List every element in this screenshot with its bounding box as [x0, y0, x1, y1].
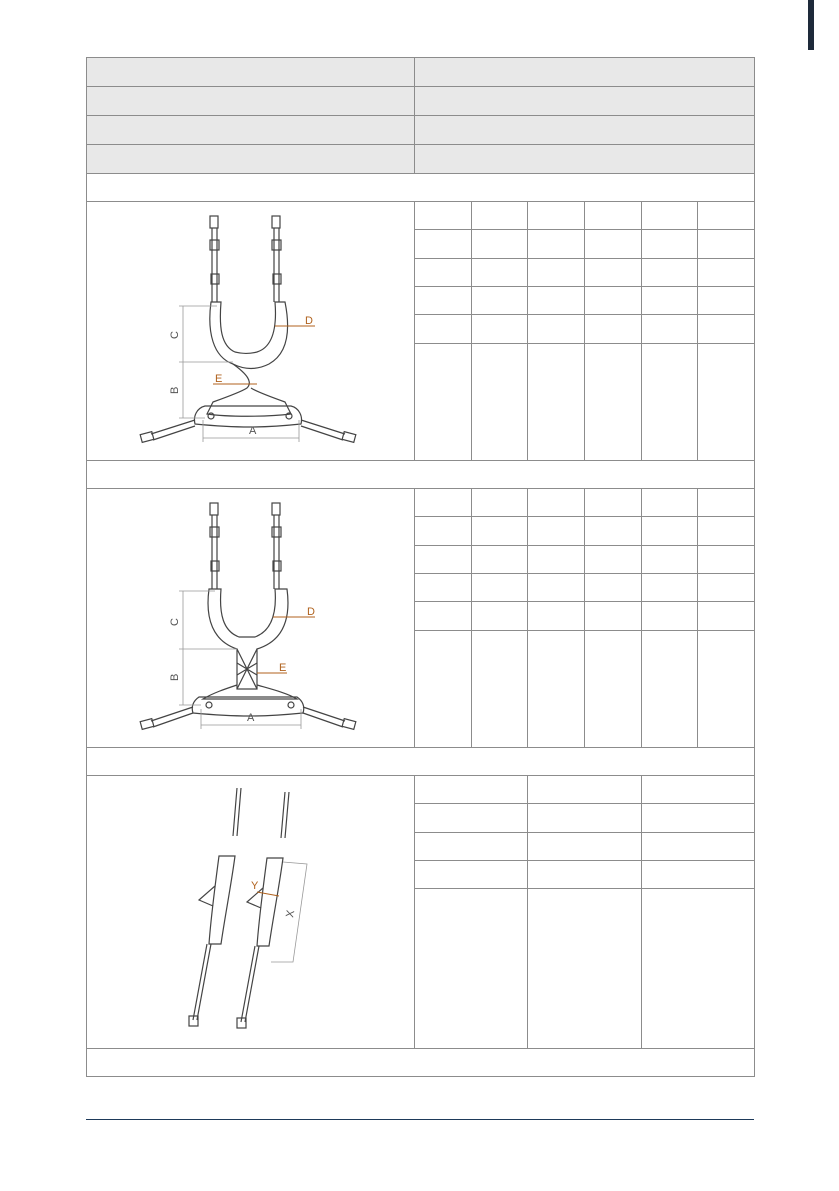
- grid-2-r2-c1: [415, 517, 472, 545]
- grid-3-r2-c1: [415, 804, 528, 832]
- grid-3-r4-c1: [415, 860, 528, 888]
- grid-2-r1-c2: [472, 489, 528, 517]
- grid-3-r3-c2: [528, 832, 642, 860]
- vest-mesh-diagram-cell: [87, 489, 415, 748]
- vest-standard-row: [87, 202, 755, 230]
- grid-2-r2-c3: [528, 517, 585, 545]
- right-side-strap: [303, 707, 345, 727]
- grid-1-r4-c2: [472, 286, 528, 314]
- header-label-3: [87, 116, 415, 145]
- header-row-1: [87, 58, 755, 87]
- left-fastener: [208, 413, 214, 419]
- grid-1-r5-c2: [472, 315, 528, 343]
- grid-2-r2-c4: [585, 517, 642, 545]
- grid-1-r5-c1: [415, 315, 472, 343]
- vest-waist: [207, 364, 291, 416]
- grid-1-r6-c5: [642, 343, 698, 460]
- grid-1-r4-c4: [585, 286, 642, 314]
- right-strap-buckle-mid: [272, 240, 281, 250]
- vest-standard-diagram: [87, 202, 415, 460]
- grid-1-r3-c3: [528, 258, 585, 286]
- grid-1-r1-c1: [415, 202, 472, 230]
- left-strap-end: [140, 719, 154, 730]
- label-a: A: [249, 425, 257, 437]
- grid-2-r6-c3: [528, 630, 585, 747]
- section-title-1: [87, 174, 755, 202]
- grid-1-r3-c4: [585, 258, 642, 286]
- grid-3-r5-c2: [528, 889, 642, 1049]
- grid-2-r5-c4: [585, 602, 642, 630]
- grid-2-r3-c2: [472, 545, 528, 573]
- header-label-2: [87, 87, 415, 116]
- grid-1-r1-c6: [698, 202, 755, 230]
- dimension-y-line: [257, 892, 279, 896]
- grid-3-r5-c3: [642, 889, 755, 1049]
- grid-2-r3-c3: [528, 545, 585, 573]
- label-b: B: [169, 673, 181, 681]
- grid-2-r1-c5: [642, 489, 698, 517]
- grid-2-r2-c6: [698, 517, 755, 545]
- grid-2-r6-c5: [642, 630, 698, 747]
- grid-1-r3-c2: [472, 258, 528, 286]
- left-side-strap: [151, 707, 193, 727]
- grid-2-r2-c5: [642, 517, 698, 545]
- grid-1-r3-c6: [698, 258, 755, 286]
- grid-1-r3-c1: [415, 258, 472, 286]
- header-value-2: [415, 87, 755, 116]
- left-shoulder-strap: [212, 228, 217, 302]
- grid-1-r5-c4: [585, 315, 642, 343]
- vest-standard-diagram-cell: [87, 202, 415, 461]
- grid-2-r5-c6: [698, 602, 755, 630]
- left-strap-buckle-top: [210, 216, 218, 228]
- grid-2-r3-c4: [585, 545, 642, 573]
- grid-1-r4-c3: [528, 286, 585, 314]
- header-row-3: [87, 116, 755, 145]
- label-c: C: [169, 331, 181, 339]
- shoulder-pads-diagram-cell: [87, 776, 415, 1049]
- grid-1-r2-c4: [585, 230, 642, 258]
- vest-upper-body: [210, 302, 288, 369]
- header-value-4: [415, 145, 755, 174]
- section-title-row-2: [87, 461, 755, 489]
- grid-1-r5-c5: [642, 315, 698, 343]
- label-d: D: [307, 606, 315, 618]
- grid-2-r3-c1: [415, 545, 472, 573]
- grid-2-r1-c4: [585, 489, 642, 517]
- left-strap-buckle-mid: [210, 240, 219, 250]
- section-title-3: [87, 748, 755, 776]
- grid-1-r5-c3: [528, 315, 585, 343]
- section-title-row-3: [87, 748, 755, 776]
- grid-1-r2-c5: [642, 230, 698, 258]
- label-d: D: [305, 315, 313, 327]
- grid-1-r6-c2: [472, 343, 528, 460]
- left-side-strap: [151, 420, 195, 440]
- grid-2-r1-c1: [415, 489, 472, 517]
- grid-1-r1-c5: [642, 202, 698, 230]
- left-pad-lower-strap: [193, 944, 211, 1020]
- right-strap-end: [342, 432, 356, 443]
- grid-3-r1-c2: [528, 776, 642, 804]
- left-pad-body: [209, 856, 235, 944]
- header-row-4: [87, 145, 755, 174]
- left-fastener: [206, 702, 212, 708]
- page-edge-marker: [808, 0, 814, 50]
- grid-2-r6-c6: [698, 630, 755, 747]
- label-c: C: [169, 618, 181, 626]
- grid-1-r4-c1: [415, 286, 472, 314]
- grid-3-r3-c3: [642, 832, 755, 860]
- label-a: A: [247, 712, 255, 724]
- grid-2-r4-c5: [642, 573, 698, 601]
- grid-1-r1-c2: [472, 202, 528, 230]
- section-title-2: [87, 461, 755, 489]
- right-shoulder-strap: [274, 228, 279, 302]
- footer-rule: [86, 1119, 754, 1120]
- label-x: X: [284, 909, 298, 919]
- grid-3-r1-c1: [415, 776, 528, 804]
- grid-2-r3-c5: [642, 545, 698, 573]
- right-pad-upper-strap: [281, 792, 289, 838]
- grid-2-r5-c1: [415, 602, 472, 630]
- right-shoulder-strap: [274, 515, 279, 589]
- grid-1-r4-c5: [642, 286, 698, 314]
- shoulder-pads-diagram: [87, 776, 415, 1048]
- grid-1-r6-c6: [698, 343, 755, 460]
- right-side-strap: [301, 420, 345, 440]
- grid-3-r3-c1: [415, 832, 528, 860]
- left-strap-end: [140, 432, 154, 443]
- grid-1-r3-c5: [642, 258, 698, 286]
- grid-2-r1-c3: [528, 489, 585, 517]
- label-y: Y: [251, 880, 259, 892]
- right-strap-buckle-top: [272, 216, 280, 228]
- grid-3-r5-c1: [415, 889, 528, 1049]
- grid-1-r2-c1: [415, 230, 472, 258]
- grid-1-r5-c6: [698, 315, 755, 343]
- grid-2-r5-c5: [642, 602, 698, 630]
- grid-2-r4-c4: [585, 573, 642, 601]
- grid-2-r4-c6: [698, 573, 755, 601]
- grid-3-r2-c2: [528, 804, 642, 832]
- header-label-1: [87, 58, 415, 87]
- grid-2-r4-c3: [528, 573, 585, 601]
- right-strap-end: [342, 719, 356, 730]
- grid-2-r4-c1: [415, 573, 472, 601]
- grid-2-r5-c3: [528, 602, 585, 630]
- grid-1-r2-c2: [472, 230, 528, 258]
- header-row-2: [87, 87, 755, 116]
- left-strap-buckle-top: [210, 503, 218, 515]
- header-value-1: [415, 58, 755, 87]
- shoulder-pads-row: [87, 776, 755, 804]
- left-strap-buckle-mid: [210, 527, 219, 537]
- grid-3-r4-c2: [528, 860, 642, 888]
- grid-2-r4-c2: [472, 573, 528, 601]
- right-pad-lower-strap: [241, 946, 259, 1022]
- label-e: E: [279, 662, 287, 674]
- specification-table: [86, 57, 755, 1077]
- grid-3-r1-c3: [642, 776, 755, 804]
- mesh-panel: [237, 649, 257, 689]
- grid-1-r4-c6: [698, 286, 755, 314]
- header-value-3: [415, 116, 755, 145]
- section-title-row-1: [87, 174, 755, 202]
- vest-mesh-row: [87, 489, 755, 517]
- grid-2-r6-c4: [585, 630, 642, 747]
- vest-mesh-diagram: [87, 489, 415, 747]
- grid-3-r2-c3: [642, 804, 755, 832]
- right-pad-body: [257, 858, 283, 946]
- grid-1-r6-c3: [528, 343, 585, 460]
- left-pad-upper-strap: [233, 788, 241, 836]
- grid-1-r2-c3: [528, 230, 585, 258]
- grid-1-r2-c6: [698, 230, 755, 258]
- grid-2-r5-c2: [472, 602, 528, 630]
- section-footer-row: [87, 1049, 755, 1077]
- grid-1-r1-c3: [528, 202, 585, 230]
- grid-2-r3-c6: [698, 545, 755, 573]
- vertical-dimension-lines: [179, 306, 233, 418]
- header-label-4: [87, 145, 415, 174]
- vest-upper-body: [208, 589, 288, 689]
- grid-1-r6-c4: [585, 343, 642, 460]
- left-shoulder-strap: [212, 515, 217, 589]
- section-footer: [87, 1049, 755, 1077]
- label-b: B: [169, 386, 181, 394]
- grid-3-r4-c3: [642, 860, 755, 888]
- right-fastener: [288, 702, 294, 708]
- grid-2-r2-c2: [472, 517, 528, 545]
- right-strap-buckle-top: [272, 503, 280, 515]
- grid-1-r6-c1: [415, 343, 472, 460]
- grid-2-r1-c6: [698, 489, 755, 517]
- grid-2-r6-c1: [415, 630, 472, 747]
- right-strap-buckle-mid: [272, 527, 281, 537]
- label-e: E: [215, 373, 223, 385]
- grid-2-r6-c2: [472, 630, 528, 747]
- grid-1-r1-c4: [585, 202, 642, 230]
